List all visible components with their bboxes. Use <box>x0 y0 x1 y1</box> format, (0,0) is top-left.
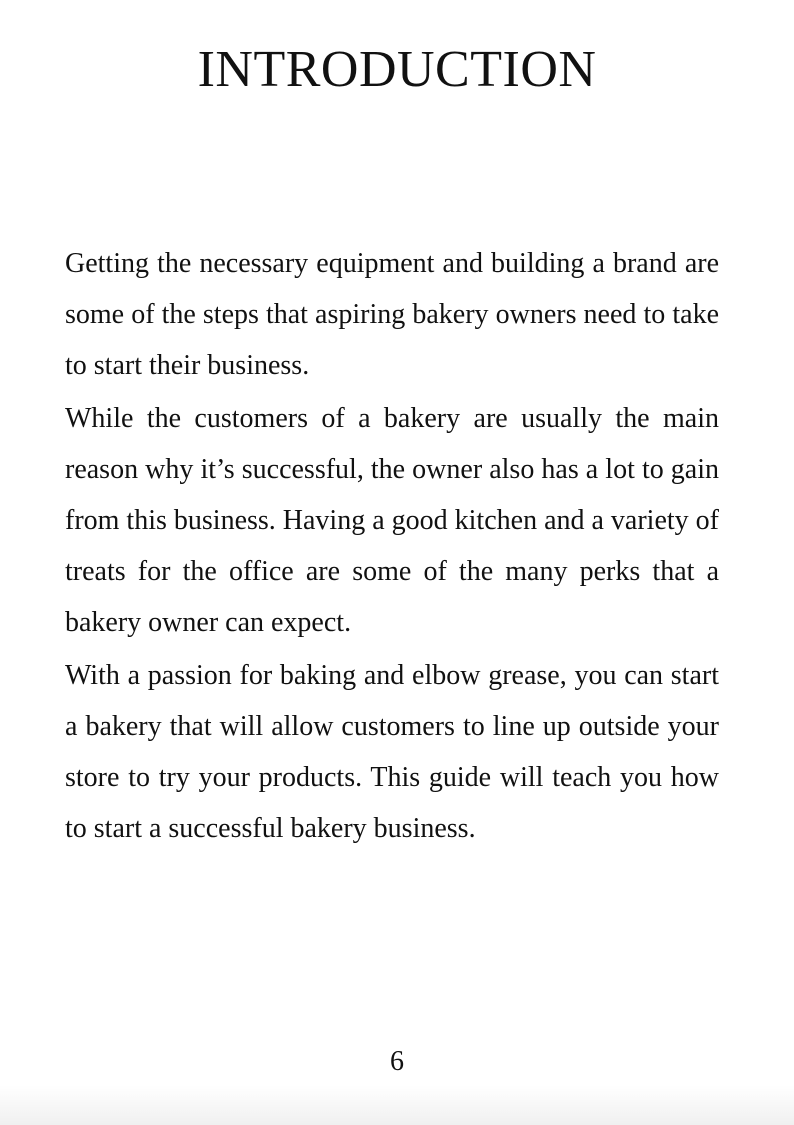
page-title: INTRODUCTION <box>197 41 597 98</box>
paragraph-1: Getting the necessary equipment and building a brand are some of the steps that aspiring bakery owners need to take to start their business. <box>65 248 719 381</box>
paragraph-2: While the customers of a bakery are usually the main reason why it’s successful, the owner also has a lot to gain from this business. Having a good kitchen and a variety of treats for the office are some of the many perks that a bakery owner can expect. <box>65 403 719 638</box>
page-number: 6 <box>390 1046 404 1077</box>
bottom-shadow <box>0 1085 794 1125</box>
body-text <box>65 238 719 856</box>
paragraph-3: With a passion for baking and elbow grease, you can start a bakery that will allow customers to line up outside your store to try your products. This guide will teach you how to start a successful bakery business. <box>65 660 719 844</box>
